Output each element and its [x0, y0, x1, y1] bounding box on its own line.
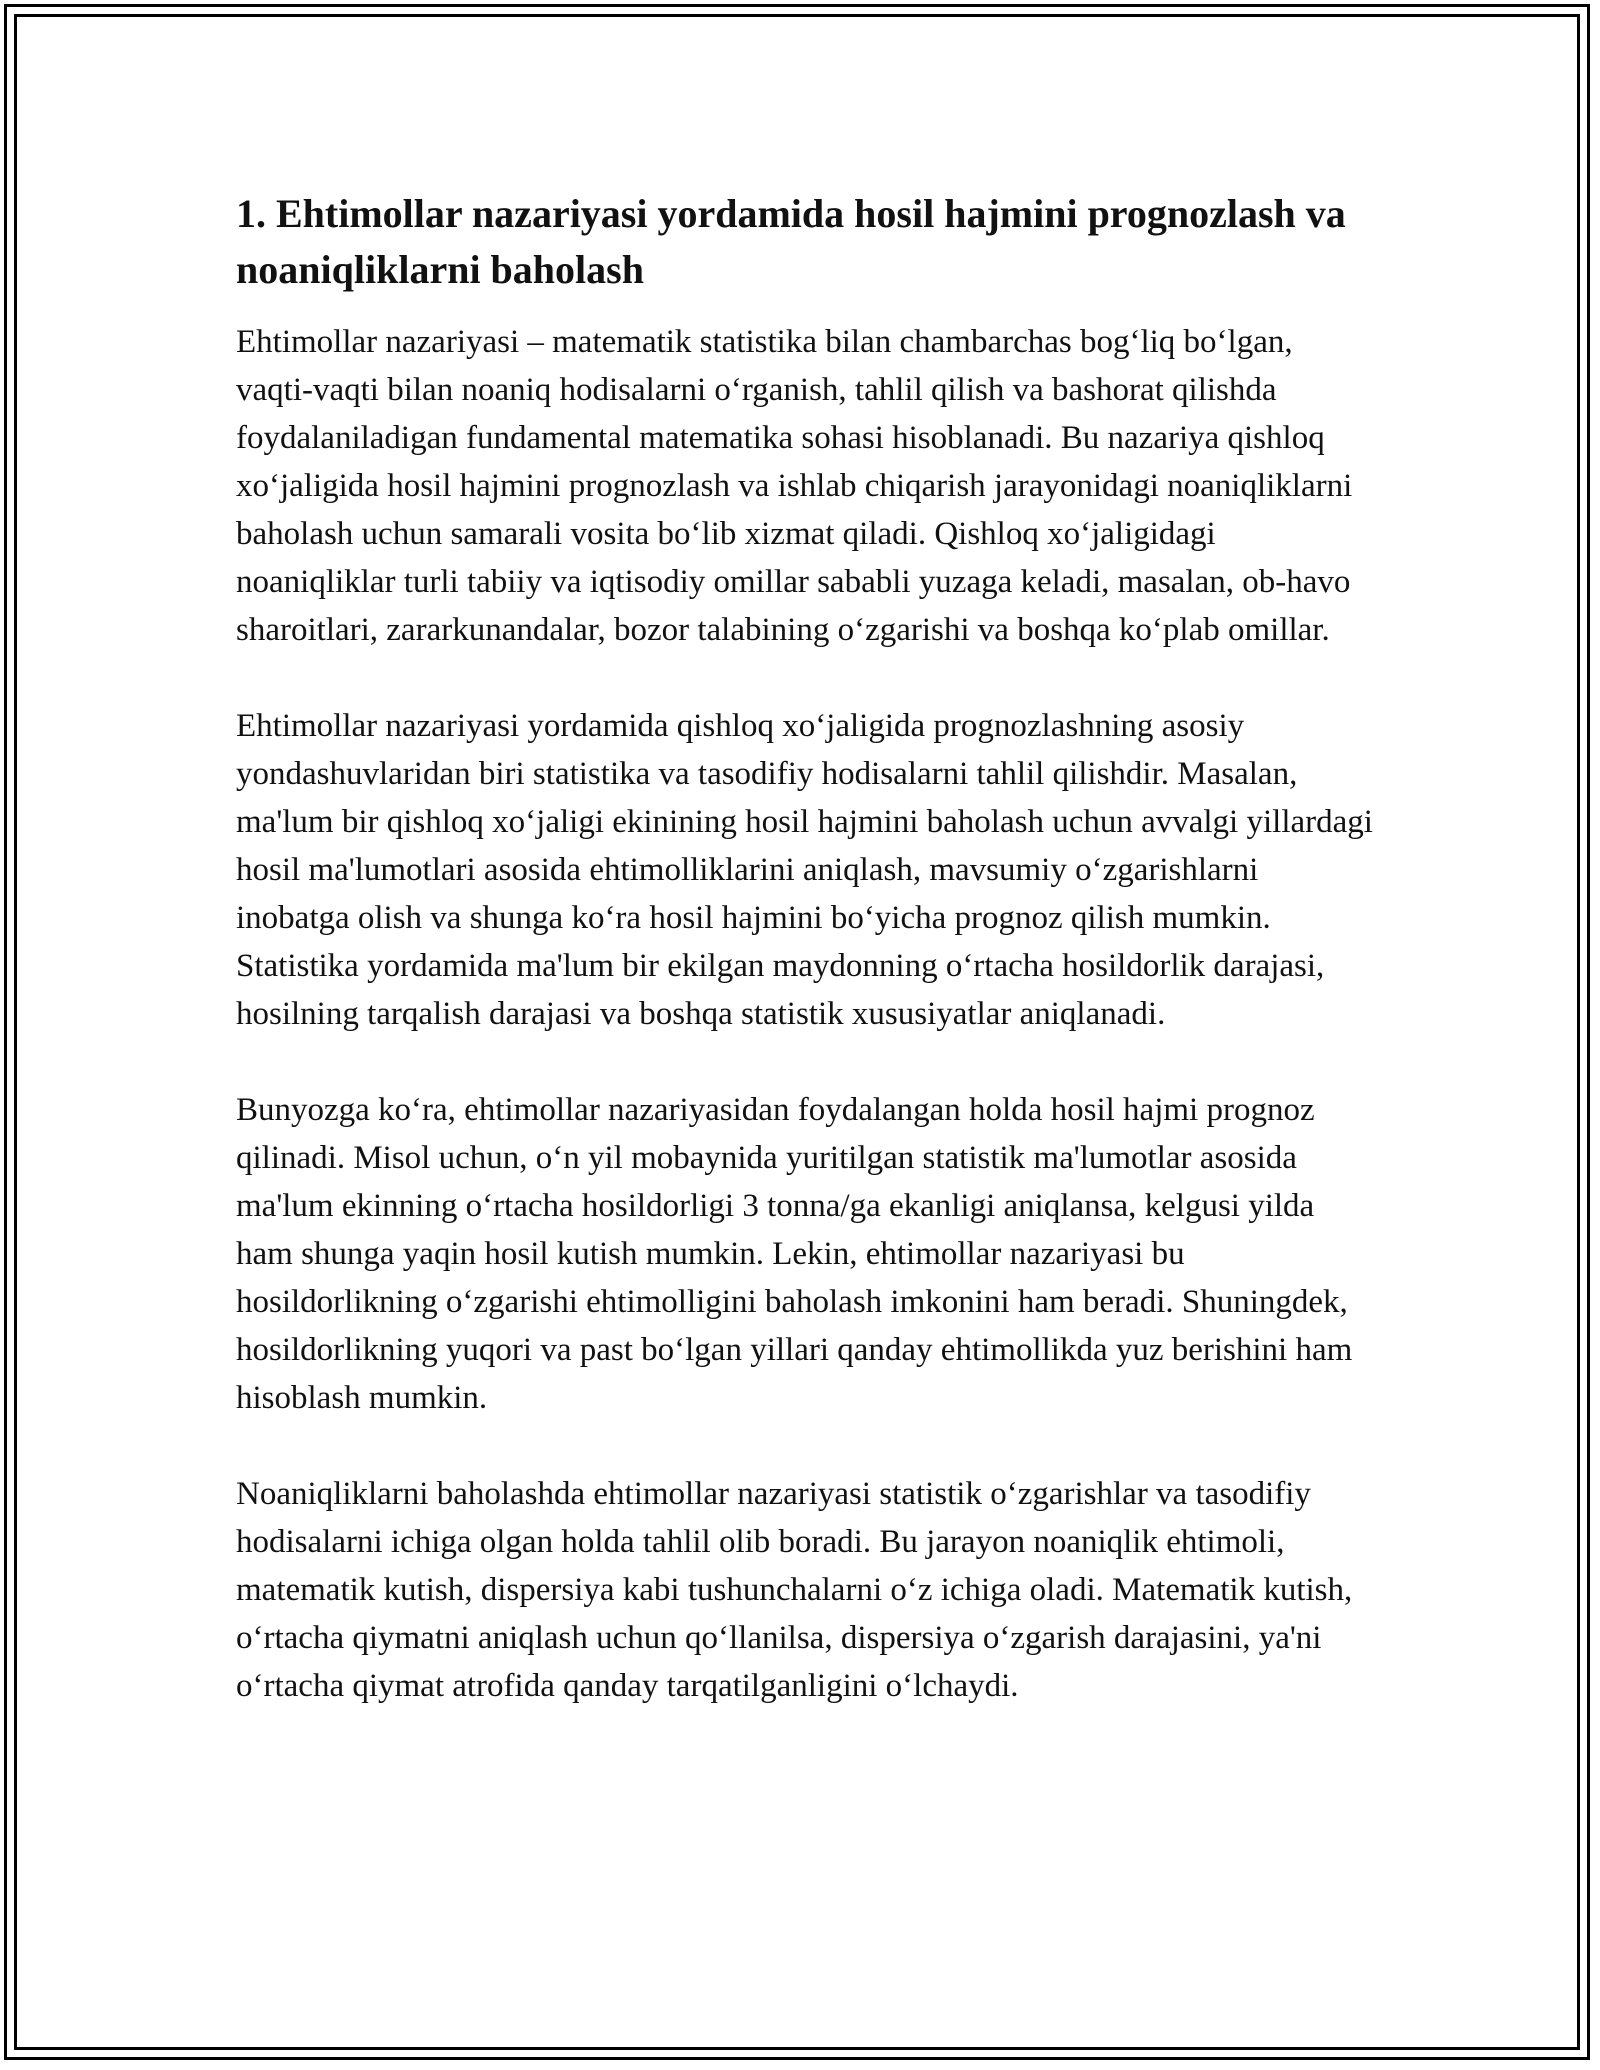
section-heading: 1. Ehtimollar nazariyasi yordamida hosil hajmini prognozlash va noaniqliklarni baholash: [236, 191, 1346, 292]
paragraph-3: Bunyozga ko‘ra, ehtimollar nazariyasidan foydalangan holda hosil hajmi prognoz qilinadi. Misol uchun, o‘n yil mobaynida yuritilgan statistik ma'lumotlar asosida ma'lum ekinning o‘rtacha hosildorligi 3 tonna/ga ekanligi aniqlansa, kelgusi yilda ham shunga yaqin hosil kutish mumkin. Lekin, ehtimollar nazariyasi bu hosildorlikning o‘zgarishi ehtimolligini baholash imkonini ham beradi. Shuningdek, hosildorlikning yuqori va past bo‘lgan yillari qanday ehtimollikda yuz berishini ham hisoblash mumkin.: [236, 1092, 1353, 1416]
paragraph-2: Ehtimollar nazariyasi yordamida qishloq xo‘jaligida prognozlashning asosiy yondashuvlaridan biri statistika va tasodifiy hodisalarni tahlil qilishdir. Masalan, ma'lum bir qishloq xo‘jaligi ekinining hosil hajmini baholash uchun avvalgi yillardagi hosil ma'lumotlari asosida ehtimolliklarini aniqlash, mavsumiy o‘zgarishlarni inobatga olish va shunga ko‘ra hosil hajmini bo‘yicha prognoz qilish mumkin. Statistika yordamida ma'lum bir ekilgan maydonning o‘rtacha hosildorlik darajasi, hosilning tarqalish darajasi va boshqa statistik xususiyatlar aniqlanadi.: [236, 708, 1373, 1032]
paragraph-4: Noaniqliklarni baholashda ehtimollar nazariyasi statistik o‘zgarishlar va tasodifiy hodisalarni ichiga olgan holda tahlil olib boradi. Bu jarayon noaniqlik ehtimoli, matematik kutish, dispersiya kabi tushunchalarni o‘z ichiga oladi. Matematik kutish, o‘rtacha qiymatni aniqlash uchun qo‘llanilsa, dispersiya o‘zgarish darajasini, ya'ni o‘rtacha qiymat atrofida qanday tarqatilganligini o‘lchaydi.: [236, 1476, 1353, 1704]
paragraph-1: Ehtimollar nazariyasi – matematik statistika bilan chambarchas bog‘liq bo‘lgan, vaqti-vaqti bilan noaniq hodisalarni o‘rganish, tahlil qilish va bashorat qilishda foydalaniladigan fundamental matematika sohasi hisoblanadi. Bu nazariya qishloq xo‘jaligida hosil hajmini prognozlash va ishlab chiqarish jarayonidagi noaniqliklarni baholash uchun samarali vosita bo‘lib xizmat qiladi. Qishloq xo‘jaligidagi noaniqliklar turli tabiiy va iqtisodiy omillar sababli yuzaga keladi, masalan, ob-havo sharoitlari, zararkunandalar, bozor talabining o‘zgarishi va boshqa ko‘plab omillar.: [236, 324, 1353, 648]
document-body: [236, 186, 1376, 1758]
